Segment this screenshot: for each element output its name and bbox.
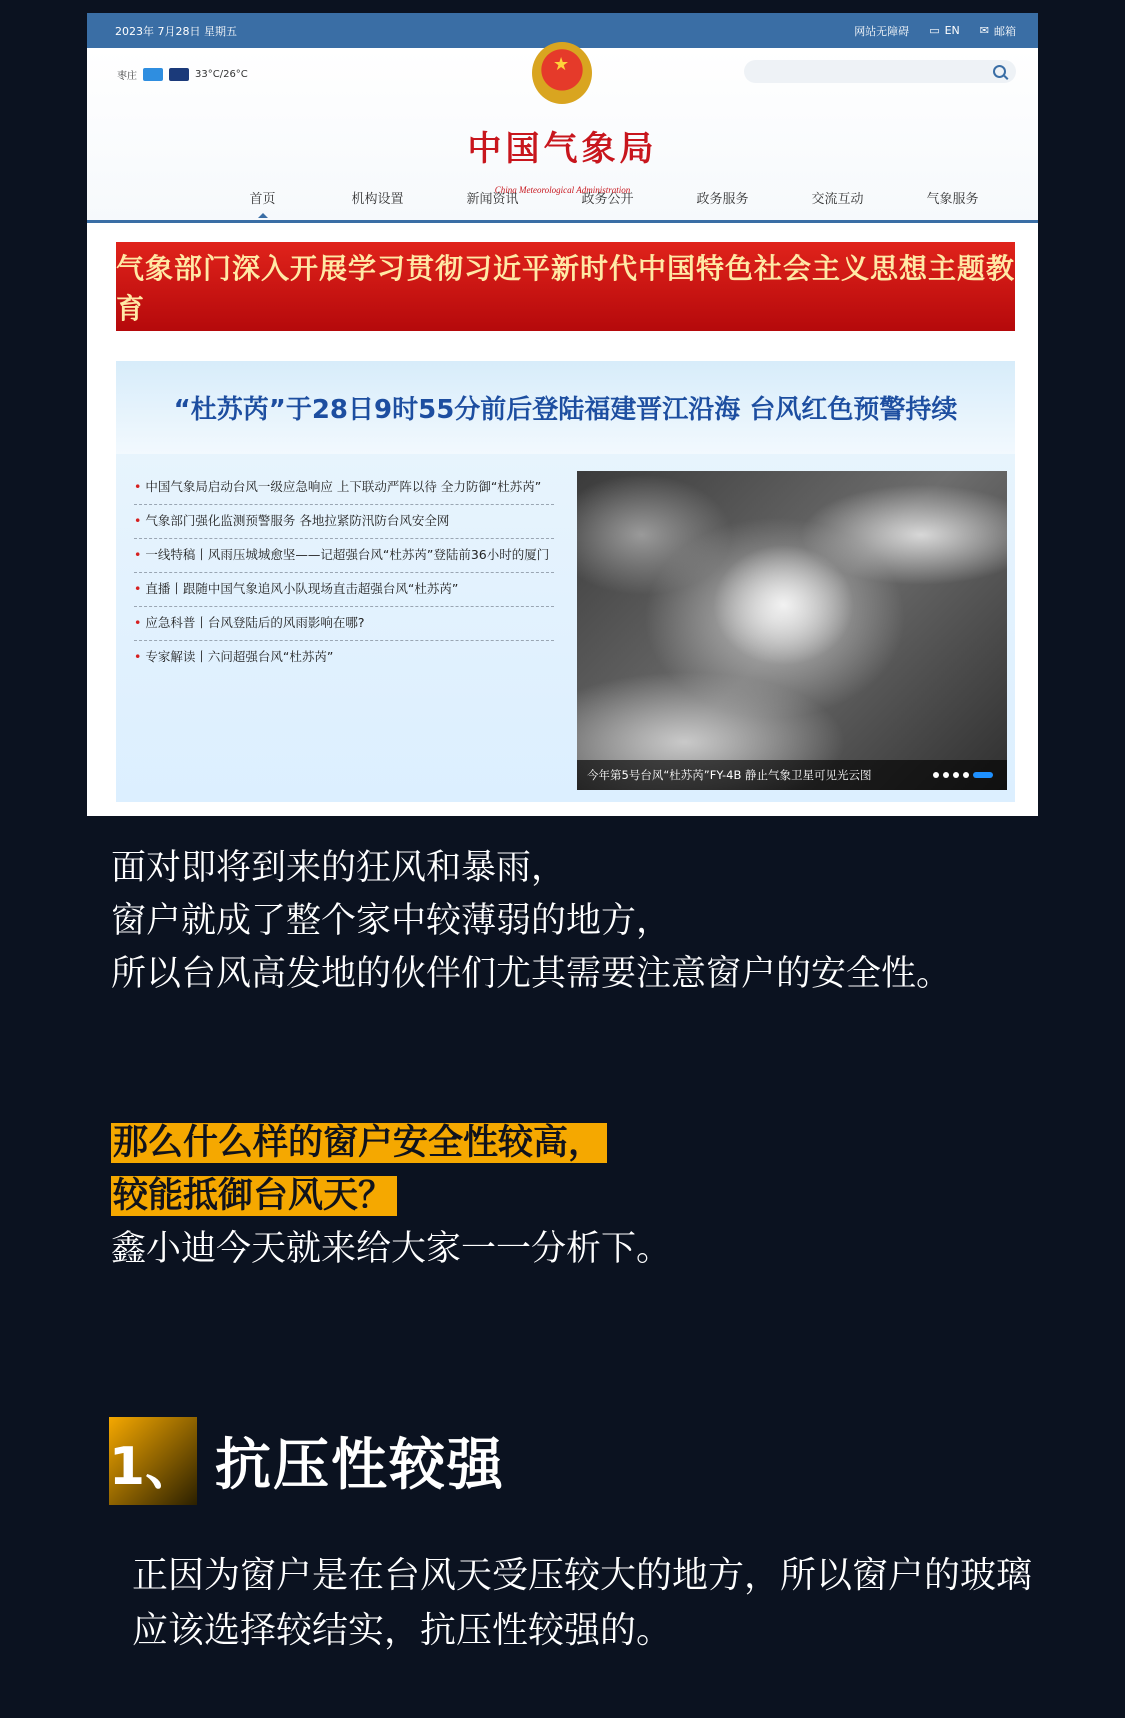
monitor-icon: ▭ — [929, 24, 940, 37]
rain-icon — [143, 68, 163, 81]
intro-line: 所以台风高发地的伙伴们尤其需要注意窗户的安全性。 — [111, 954, 952, 994]
intro-text — [111, 842, 951, 1001]
mail-label: 邮箱 — [994, 24, 1016, 38]
question-line: 鑫小迪今天就来给大家一一分析下。 — [111, 1229, 672, 1269]
satellite-caption: 今年第5号台风“杜苏芮”FY-4B 静止气象卫星可见光云图 — [587, 768, 872, 782]
national-emblem-icon — [532, 42, 592, 104]
nav-interaction[interactable]: 交流互动 — [811, 192, 864, 207]
intro-line: 窗户就成了整个家中较薄弱的地方， — [111, 901, 672, 941]
accessibility-link[interactable]: 网站无障碍 — [854, 24, 910, 38]
satellite-image[interactable] — [577, 471, 1007, 790]
mail-icon: ✉ — [979, 24, 989, 37]
news-list — [134, 471, 554, 674]
highlight-line: 较能抵御台风天？ — [111, 1176, 397, 1216]
news-item[interactable]: • 气象部门强化监测预警服务 各地拉紧防汛防台风安全网 — [134, 505, 554, 539]
theme-banner[interactable]: 气象部门深入开展学习贯彻习近平新时代中国特色社会主义思想主题教育 — [116, 242, 1015, 331]
language-link[interactable] — [929, 24, 960, 37]
news-item[interactable]: • 一线特稿丨风雨压城城愈坚——记超强台风“杜苏芮”登陆前36小时的厦门 — [134, 539, 554, 573]
nav-gov-open[interactable]: 政务公开 — [581, 192, 634, 207]
carousel-dots[interactable] — [933, 772, 993, 778]
highlight-line: 那么什么样的窗户安全性较高， — [111, 1123, 607, 1163]
typhoon-news-panel — [116, 361, 1015, 802]
site-logo-en: China Meteorological Administration — [494, 185, 631, 195]
nav-weather-service[interactable]: 气象服务 — [926, 192, 979, 207]
section-heading — [109, 1417, 505, 1505]
site-header — [87, 48, 1038, 223]
mail-link[interactable] — [980, 23, 1016, 39]
nav-organization[interactable]: 机构设置 — [351, 192, 404, 207]
site-logo-cn[interactable]: 中国气象局 — [467, 129, 658, 169]
weather-widget — [117, 67, 248, 82]
search-input[interactable] — [744, 60, 1016, 83]
news-item[interactable]: • 直播丨跟随中国气象追风小队现场直击超强台风“杜苏芮” — [134, 573, 554, 607]
website-screenshot — [87, 13, 1038, 816]
date-text: 2023年 7月28日 星期五 — [115, 24, 237, 38]
news-item[interactable]: • 中国气象局启动台风一级应急响应 上下联动严阵以待 全力防御“杜苏芮” — [134, 471, 554, 505]
headline[interactable]: “杜苏芮”于28日9时55分前后登陆福建晋江沿海 台风红色预警持续 — [116, 361, 1015, 454]
main-nav — [87, 180, 1038, 223]
question-text — [111, 1117, 671, 1276]
intro-line: 面对即将到来的狂风和暴雨， — [111, 848, 567, 888]
section-number: 1、 — [109, 1417, 197, 1505]
nav-home[interactable]: 首页 — [205, 180, 320, 220]
storm-icon — [169, 68, 189, 81]
news-item[interactable]: • 专家解读丨六问超强台风“杜苏芮” — [134, 641, 554, 674]
nav-news[interactable]: 新闻资讯 — [466, 192, 519, 207]
section-paragraph: 正因为窗户是在台风天受压较大的地方，所以窗户的玻璃应该选择较结实，抗压性较强的。 — [132, 1555, 1033, 1651]
section-title: 抗压性较强 — [215, 1433, 505, 1498]
weather-city: 枣庄 — [117, 71, 137, 82]
weather-temp: 33°C/26°C — [195, 69, 248, 80]
nav-gov-service[interactable]: 政务服务 — [696, 192, 749, 207]
satellite-caption-bar — [577, 760, 1007, 790]
news-item[interactable]: • 应急科普丨台风登陆后的风雨影响在哪? — [134, 607, 554, 641]
search-icon[interactable] — [993, 65, 1006, 78]
language-label: EN — [944, 24, 960, 37]
